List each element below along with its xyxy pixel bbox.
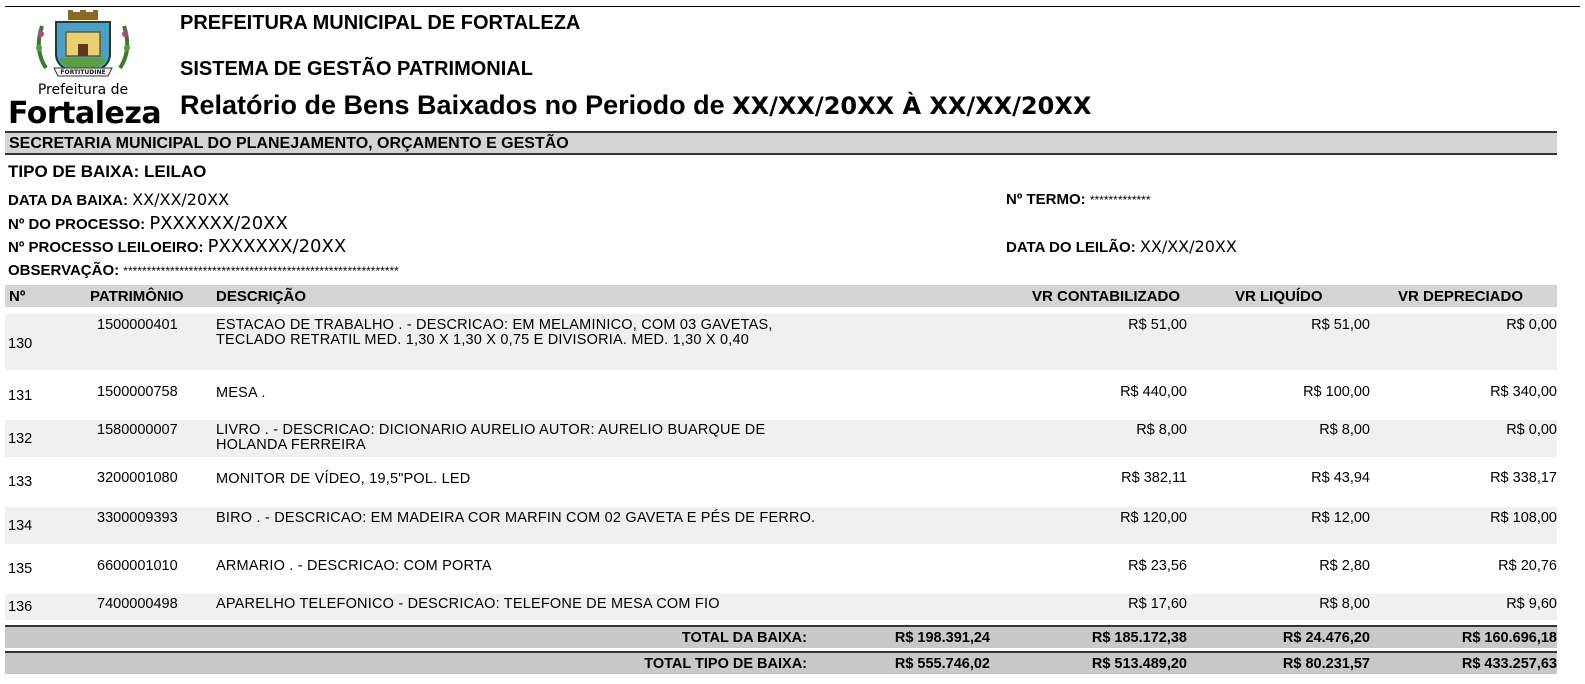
processo-label: Nº DO PROCESSO:	[8, 216, 146, 233]
total-tipo-value-2: R$ 513.489,20	[1091, 656, 1187, 672]
row-descricao: MONITOR DE VÍDEO, 19,5"POL. LED	[216, 471, 471, 487]
system-title: SISTEMA DE GESTÃO PATRIMONIAL	[180, 58, 533, 80]
termo-label: Nº TERMO:	[1006, 191, 1086, 208]
row-patrimonio: 1500000758	[97, 384, 178, 400]
total-tipo-value-4: R$ 433.257,63	[1461, 656, 1557, 672]
row-number: 133	[8, 474, 33, 490]
data-leilao-label: DATA DO LEILÃO:	[1006, 239, 1136, 256]
row-vr-contabilizado: R$ 8,00	[1136, 422, 1187, 438]
termo-field	[1006, 191, 1151, 208]
report-title	[180, 90, 1091, 121]
table-row	[5, 376, 1557, 416]
total-baixa-value-2: R$ 185.172,38	[1091, 630, 1187, 646]
row-number: 136	[8, 599, 33, 615]
row-descricao: BIRO . - DESCRICAO: EM MADEIRA COR MARFIN COM 02 GAVETA E PÉS DE FERRO.	[216, 510, 816, 526]
table-row	[5, 420, 1557, 457]
processo-field	[8, 213, 288, 234]
top-rule	[5, 6, 1580, 7]
total-baixa-value-4: R$ 160.696,18	[1461, 630, 1557, 646]
row-descricao: ARMARIO . - DESCRICAO: COM PORTA	[216, 558, 492, 574]
logo-caption-small: Prefeitura de	[37, 82, 129, 98]
row-vr-depreciado: R$ 20,76	[1498, 558, 1557, 574]
secretaria-name: SECRETARIA MUNICIPAL DO PLANEJAMENTO, ORÇAMENTO E GESTÃO	[9, 135, 569, 152]
row-vr-depreciado: R$ 0,00	[1506, 317, 1557, 333]
svg-text:FORTITUDINE: FORTITUDINE	[60, 69, 106, 76]
row-number: 131	[8, 388, 33, 404]
col-vr-depreciado: VR DEPRECIADO	[1398, 288, 1524, 305]
row-number: 130	[8, 336, 33, 352]
row-vr-contabilizado: R$ 440,00	[1120, 384, 1187, 400]
total-baixa-label: TOTAL DA BAIXA:	[681, 630, 807, 646]
tipo-baixa: TIPO DE BAIXA: LEILAO	[8, 162, 207, 181]
row-vr-contabilizado: R$ 120,00	[1120, 510, 1187, 526]
data-baixa-field	[8, 190, 229, 209]
row-vr-liquido: R$ 12,00	[1311, 510, 1370, 526]
total-baixa-value-1: R$ 198.391,24	[894, 630, 990, 646]
row-number: 132	[8, 431, 33, 447]
row-number: 134	[8, 518, 33, 534]
table-row	[5, 507, 1557, 544]
col-vr-liquido: VR LIQUÍDO	[1235, 288, 1323, 305]
row-vr-depreciado: R$ 340,00	[1490, 384, 1557, 400]
data-leilao-field	[1006, 237, 1237, 256]
data-baixa-label: DATA DA BAIXA:	[8, 192, 128, 209]
org-title: PREFEITURA MUNICIPAL DE FORTALEZA	[180, 12, 581, 34]
row-vr-contabilizado: R$ 51,00	[1128, 317, 1187, 333]
table-row	[5, 462, 1557, 502]
row-vr-depreciado: R$ 338,17	[1490, 470, 1557, 486]
row-patrimonio: 3300009393	[97, 510, 178, 526]
leiloeiro-label: Nº PROCESSO LEILOEIRO:	[8, 239, 204, 256]
row-descricao: ESTACAO DE TRABALHO . - DESCRICAO: EM MELAMINICO, COM 03 GAVETAS, TECLADO RETRATIL MED. 1,30 X 1,30 X 0,75 E DIVISORIA. MED. 1,30 X 0,40	[216, 317, 773, 348]
row-vr-contabilizado: R$ 23,56	[1128, 558, 1187, 574]
report-title-text: Relatório de Bens Baixados no Periodo de	[180, 90, 725, 120]
row-vr-liquido: R$ 8,00	[1319, 422, 1370, 438]
row-descricao: MESA .	[216, 385, 266, 401]
total-baixa-bar	[5, 625, 1557, 648]
row-vr-liquido: R$ 43,94	[1311, 470, 1370, 486]
row-vr-liquido: R$ 2,80	[1319, 558, 1370, 574]
row-vr-depreciado: R$ 0,00	[1506, 422, 1557, 438]
row-vr-liquido: R$ 51,00	[1311, 317, 1370, 333]
leiloeiro-field	[8, 236, 346, 257]
data-leilao-value: XX/XX/20XX	[1139, 237, 1237, 256]
table-header	[5, 285, 1557, 307]
row-patrimonio: 1500000401	[97, 317, 178, 333]
total-tipo-label: TOTAL TIPO DE BAIXA:	[644, 656, 807, 672]
secretaria-bar	[5, 131, 1557, 155]
fortaleza-logo	[8, 10, 162, 131]
row-vr-contabilizado: R$ 382,11	[1121, 470, 1187, 486]
row-number: 135	[8, 561, 33, 577]
row-descricao: APARELHO TELEFONICO - DESCRICAO: TELEFONE DE MESA COM FIO	[216, 596, 720, 612]
obs-label: OBSERVAÇÃO:	[8, 262, 120, 279]
coat-of-arms-icon	[8, 10, 158, 82]
report-period: XX/XX/20XX À XX/XX/20XX	[732, 92, 1092, 120]
obs-field	[8, 262, 399, 279]
table-row	[5, 594, 1557, 620]
total-tipo-bar	[5, 651, 1557, 674]
data-baixa-value: XX/XX/20XX	[132, 190, 230, 209]
table-row	[5, 314, 1557, 370]
row-vr-depreciado: R$ 108,00	[1490, 510, 1557, 526]
row-patrimonio: 7400000498	[97, 596, 178, 612]
row-vr-depreciado: R$ 9,60	[1506, 596, 1557, 612]
row-vr-contabilizado: R$ 17,60	[1128, 596, 1187, 612]
row-descricao: LIVRO . - DESCRICAO: DICIONARIO AURELIO AUTOR: AURELIO BUARQUE DE HOLANDA FERREIRA	[216, 422, 766, 453]
leiloeiro-value: PXXXXXX/20XX	[207, 236, 347, 257]
total-baixa-value-3: R$ 24.476,20	[1282, 630, 1370, 646]
row-vr-liquido: R$ 100,00	[1303, 384, 1370, 400]
col-patrimonio: PATRIMÔNIO	[90, 288, 184, 305]
total-tipo-value-3: R$ 80.231,57	[1282, 656, 1370, 672]
row-vr-liquido: R$ 8,00	[1319, 596, 1370, 612]
row-patrimonio: 3200001080	[97, 470, 178, 486]
col-vr-contabilizado: VR CONTABILIZADO	[1032, 288, 1181, 305]
logo-caption-big: Fortaleza	[8, 96, 162, 131]
total-tipo-value-1: R$ 555.746,02	[894, 656, 990, 672]
row-patrimonio: 1580000007	[97, 422, 178, 438]
col-descricao: DESCRIÇÃO	[216, 288, 307, 305]
termo-value: *************	[1089, 193, 1151, 207]
row-patrimonio: 6600001010	[97, 558, 178, 574]
col-numero: Nº	[9, 288, 26, 305]
processo-value: PXXXXXX/20XX	[149, 213, 288, 234]
table-row	[5, 549, 1557, 589]
obs-value: ***********************************************************	[123, 264, 399, 278]
